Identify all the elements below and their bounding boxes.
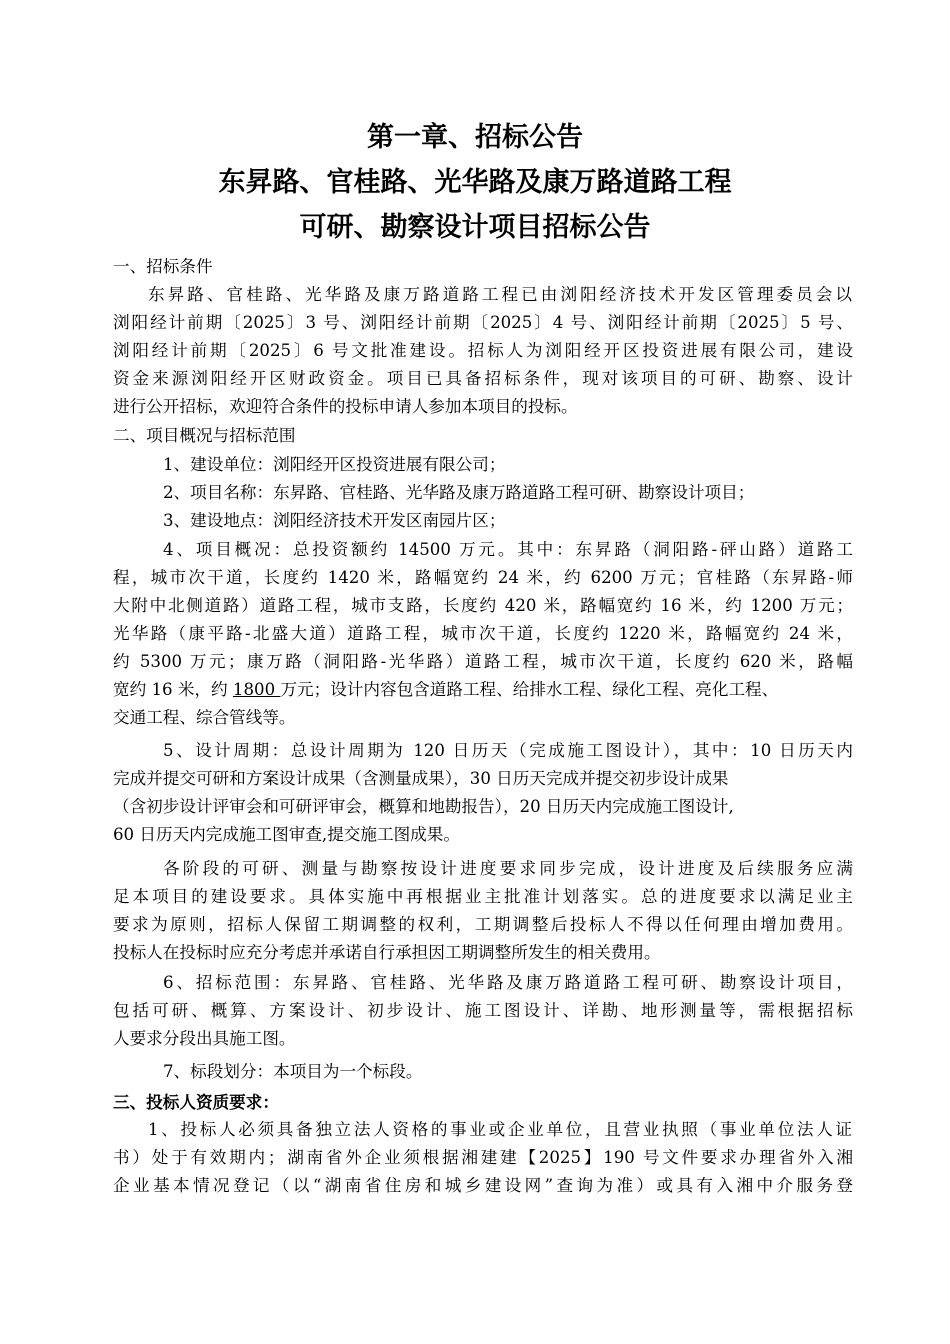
- chapter-title: 第一章、招标公告: [367, 122, 583, 153]
- section-3-line: 书）处于有效期内；湖南省外企业须根据湘建建【2025】190 号文件要求办理省外入湘: [113, 1148, 853, 1167]
- project-title-line-2: 可研、勘察设计项目招标公告: [299, 212, 651, 243]
- section-3-heading: 三、投标人资质要求：: [113, 1092, 279, 1112]
- item-4-line: 4、项目概况：总投资额约 14500 万元。其中：东昇路（洞阳路-砰山路）道路工: [163, 540, 853, 559]
- item-3: 3、建设地点：浏阳经济技术开发区南园片区；: [163, 511, 506, 530]
- item-4-line: 约 5300 万元；康万路（洞阳路-光华路）道路工程，城市次干道，长度约 620 米，路幅: [113, 652, 853, 671]
- item-6-line: 包括可研、概算、方案设计、初步设计、施工图设计、详勘、地形测量等，需根据招标: [113, 1001, 853, 1020]
- section-1-line: 资金来源浏阳经开区财政资金。项目已具备招标条件，现对该项目的可研、勘察、设计: [113, 369, 853, 388]
- item-4-line: 光华路（康平路-北盛大道）道路工程，城市次干道，长度约 1220 米，路幅宽约 24 米，: [113, 624, 853, 643]
- item-1: 1、建设单位：浏阳经开区投资进展有限公司；: [163, 455, 506, 474]
- section-3-line: 企业基本情况登记（以“湖南省住房和城乡建设网”查询为准）或具有入湘中介服务登: [113, 1176, 853, 1195]
- underlined-amount: 1800: [232, 680, 281, 699]
- schedule-paragraph-line: 投标人在投标时应充分考虑并承诺自行承担因工期调整所发生的相关费用。: [113, 943, 661, 962]
- item-6-line: 6、招标范围：东昇路、官桂路、光华路及康万路道路工程可研、勘察设计项目，: [163, 973, 853, 992]
- item-4-line: 大附中北侧道路）道路工程，城市支路，长度约 420 米，路幅宽约 16 米，约 1200 万元；: [113, 596, 853, 615]
- section-1-line: 进行公开招标，欢迎符合条件的投标申请人参加本项目的投标。: [113, 397, 578, 416]
- schedule-paragraph-line: 要求为原则，招标人保留工期调整的权利，工期调整后投标人不得以任何理由增加费用。: [113, 915, 853, 934]
- item-2: 2、项目名称：东昇路、官桂路、光华路及康万路道路工程可研、勘察设计项目；: [163, 483, 755, 502]
- project-title-line-1: 东昇路、官桂路、光华路及康万路道路工程: [218, 167, 732, 198]
- section-1-heading: 一、招标条件: [113, 257, 213, 276]
- item-4-line: 程，城市次干道，长度约 1420 米，路幅宽约 24 米，约 6200 万元；官桂路（东昇路-师: [113, 568, 853, 587]
- item-7: 7、标段划分：本项目为一个标段。: [163, 1062, 423, 1081]
- item-4-text: 万元；设计内容包含道路工程、给排水工程、绿化工程、亮化工程、: [280, 680, 779, 699]
- section-1-line: 浏阳经计前期〔2025〕3 号、浏阳经计前期〔2025〕4 号、浏阳经计前期〔2025〕5 号、: [113, 313, 853, 332]
- schedule-paragraph-line: 足本项目的建设要求。具体实施中再根据业主批准计划落实。总的进度要求以满足业主: [113, 887, 853, 906]
- item-5-line: 完成并提交可研和方案设计成果（含测量成果），30 日历天完成并提交初步设计成果: [113, 769, 729, 788]
- item-4-line: 交通工程、综合管线等。: [113, 708, 296, 727]
- section-1-line: 东昇路、官桂路、光华路及康万路道路工程已由浏阳经济技术开发区管理委员会以: [148, 285, 852, 304]
- schedule-paragraph-line: 各阶段的可研、测量与勘察按设计进度要求同步完成，设计进度及后续服务应满: [163, 859, 853, 878]
- item-4-text: 宽约 16 米，约: [113, 680, 233, 699]
- section-1-line: 浏阳经计前期〔2025〕6 号文批准建设。招标人为浏阳经开区投资进展有限公司，建设: [113, 341, 853, 360]
- item-4-line: [113, 676, 853, 704]
- item-5-line: 60 日历天内完成施工图审查,提交施工图成果。: [113, 825, 460, 844]
- section-3-line: 1、投标人必须具备独立法人资格的事业或企业单位，且营业执照（事业单位法人证: [148, 1120, 852, 1139]
- item-5-line: 5、设计周期：总设计周期为 120 日历天（完成施工图设计），其中：10 日历天内: [163, 741, 853, 760]
- item-5-line: （含初步设计评审会和可研评审会，概算和地勘报告），20 日历天内完成施工图设计,: [113, 797, 734, 816]
- item-6-line: 人要求分段出具施工图。: [113, 1029, 296, 1048]
- section-2-heading: 二、项目概况与招标范围: [113, 426, 296, 445]
